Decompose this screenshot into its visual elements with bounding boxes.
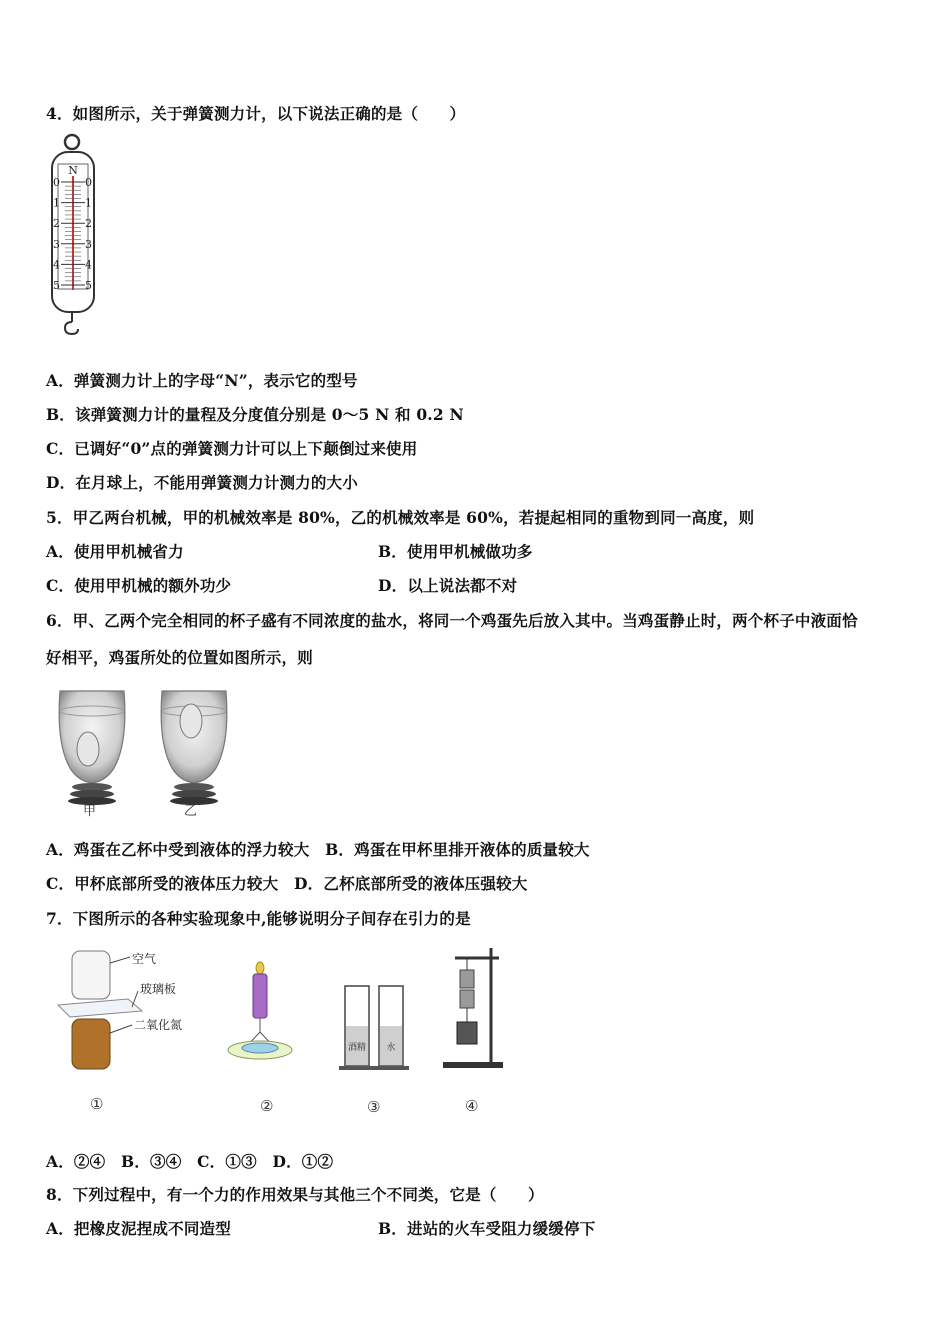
cyl-label-alcohol: 酒精 bbox=[347, 1043, 367, 1053]
label-no2: 二氧化氮 bbox=[134, 1018, 183, 1032]
tick-label: 0 bbox=[85, 176, 92, 189]
lead-block-2 bbox=[460, 990, 474, 1008]
q7-options: A．②④ B．③④ C．①③ D．①② bbox=[46, 1152, 334, 1171]
cyl-label-water: 水 bbox=[386, 1043, 396, 1053]
label-air: 空气 bbox=[132, 952, 157, 966]
no2-bottle bbox=[72, 1019, 110, 1069]
q8-stem: 8．下列过程中，有一个力的作用效果与其他三个不同类，它是（ ） bbox=[46, 1185, 544, 1204]
cup-label-jia: 甲 bbox=[83, 804, 97, 819]
q6-stem-line2: 好相平，鸡蛋所处的位置如图所示，则 bbox=[46, 648, 313, 667]
q6-options-row2: C．甲杯底部所受的液体压力较大 D．乙杯底部所受的液体压强较大 bbox=[46, 874, 528, 893]
tick-label: 4 bbox=[53, 258, 60, 272]
q5-option-c: C．使用甲机械的额外功少 bbox=[46, 576, 232, 595]
weight bbox=[457, 1022, 477, 1044]
q5-option-a: A．使用甲机械省力 bbox=[46, 542, 184, 561]
glass-plate bbox=[58, 999, 142, 1017]
q6-options-row1: A．鸡蛋在乙杯中受到液体的浮力较大 B．鸡蛋在甲杯里排开液体的质量较大 bbox=[46, 840, 590, 859]
q4-option-d: D．在月球上，不能用弹簧测力计测力的大小 bbox=[46, 473, 358, 492]
cup-label-yi: 乙 bbox=[184, 804, 198, 819]
spring-scale-figure bbox=[44, 130, 104, 335]
q4-stem: 4．如图所示，关于弹簧测力计，以下说法正确的是（ ） bbox=[46, 104, 466, 123]
tick-label: 1 bbox=[53, 196, 60, 210]
tick-label: 2 bbox=[53, 217, 60, 231]
label-glass-plate: 玻璃板 bbox=[140, 982, 177, 996]
q8-option-a: A．把橡皮泥捏成不同造型 bbox=[46, 1219, 231, 1238]
fig-number-4: ④ bbox=[465, 1097, 479, 1115]
fig-number-2: ② bbox=[260, 1097, 274, 1115]
air-bottle bbox=[72, 951, 110, 999]
q4-option-a: A．弹簧测力计上的字母“N”，表示它的型号 bbox=[46, 371, 358, 390]
q5-option-d: D．以上说法都不对 bbox=[378, 576, 518, 595]
unit-label: N bbox=[68, 164, 78, 177]
cup-yi bbox=[161, 691, 227, 805]
q7-stem: 7．下图所示的各种实验现象中,能够说明分子间存在引力的是 bbox=[46, 909, 471, 928]
tick-label: 4 bbox=[85, 258, 92, 272]
q8-option-b: B．进站的火车受阻力缓缓停下 bbox=[378, 1219, 596, 1238]
lead-block-1 bbox=[460, 970, 474, 988]
fig-number-1: ① bbox=[90, 1095, 104, 1113]
tick-label: 5 bbox=[53, 279, 60, 292]
egg-yi bbox=[180, 704, 202, 738]
q5-stem: 5．甲乙两台机械，甲的机械效率是 80%，乙的机械效率是 60%，若提起相同的重物到同一高度，则 bbox=[46, 508, 755, 527]
tick-label: 1 bbox=[85, 196, 92, 210]
cylinders-figure bbox=[335, 980, 415, 1075]
film-figure bbox=[225, 960, 305, 1080]
hook bbox=[65, 322, 78, 334]
tick-label: 5 bbox=[85, 279, 92, 292]
egg-jia bbox=[77, 732, 99, 766]
lead-blocks-figure bbox=[435, 940, 515, 1075]
tick-label: 2 bbox=[85, 217, 92, 231]
q4-option-b: B．该弹簧测力计的量程及分度值分别是 0～5 N 和 0.2 N bbox=[46, 405, 464, 424]
tick-label: 3 bbox=[53, 237, 60, 251]
tick-label: 3 bbox=[85, 237, 92, 251]
fig-number-3: ③ bbox=[367, 1098, 381, 1116]
cup-jia bbox=[59, 691, 125, 805]
top-ring bbox=[65, 135, 79, 149]
stand-base bbox=[443, 1062, 503, 1068]
tick-label: 0 bbox=[53, 176, 60, 189]
q5-option-b: B．使用甲机械做功多 bbox=[378, 542, 533, 561]
egg-cups-figure bbox=[48, 683, 248, 823]
diffusion-figure bbox=[50, 945, 210, 1075]
q4-option-c: C．已调好“0”点的弹簧测力计可以上下颠倒过来使用 bbox=[46, 439, 418, 458]
q6-stem-line1: 6．甲、乙两个完全相同的杯子盛有不同浓度的盐水，将同一个鸡蛋先后放入其中。当鸡蛋静止时，两个杯子中液面恰 bbox=[46, 611, 858, 630]
pull-scale bbox=[253, 974, 267, 1018]
